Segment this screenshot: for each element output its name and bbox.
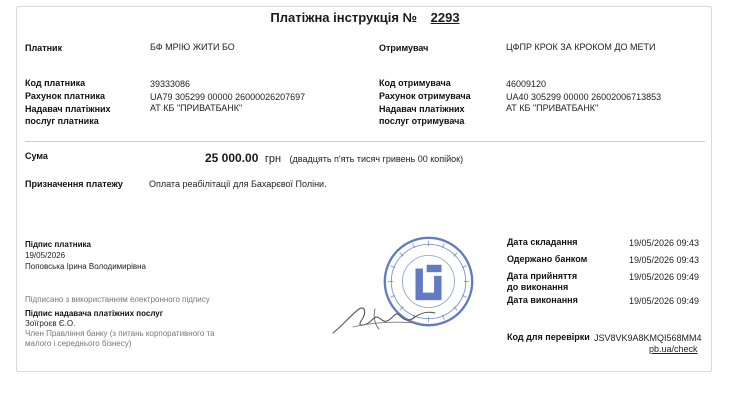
amount-value: 25 000.00 xyxy=(205,151,259,165)
provider-signer-name: Зоїгроєв Є.О. xyxy=(25,319,76,328)
recipient-account: UA40 305299 00000 26002006713853 xyxy=(506,92,662,102)
date-value-accepted: 19/05/2026 09:49 xyxy=(629,272,700,282)
purpose-text: Оплата реабілітації для Бахарєвої Поліни. xyxy=(149,179,327,189)
date-label-accepted-1: Дата прийняття xyxy=(507,271,578,281)
payer-code: 39333086 xyxy=(150,79,191,89)
payer-account: UA79 305299 00000 26000026207697 xyxy=(150,92,306,102)
amount-currency: грн xyxy=(264,153,282,165)
date-label-created: Дата складання xyxy=(507,237,578,247)
amount-label: Сума xyxy=(25,151,48,161)
payer-provider: АТ КБ "ПРИВАТБАНК" xyxy=(150,103,243,113)
provider-signature-label: Підпис надавача платіжних послуг xyxy=(25,309,164,318)
handwritten-signature-icon xyxy=(329,299,439,339)
date-label-executed: Дата виконання xyxy=(507,295,578,305)
provider-position-line-2: малого і середнього бізнесу) xyxy=(25,339,132,348)
payer-name: БФ МРІЮ ЖИТИ БО xyxy=(150,42,235,52)
purpose-label: Призначення платежу xyxy=(25,179,123,189)
payer-account-label: Рахунок платника xyxy=(25,91,105,101)
payment-instruction-card xyxy=(16,6,712,372)
recipient-name: ЦФПР КРОК ЗА КРОКОМ ДО МЕТИ xyxy=(506,42,656,52)
check-code-label: Код для перевірки xyxy=(507,332,590,342)
check-code: JSV8VK9A8KMQI568MM4 xyxy=(594,333,702,343)
recipient-account-label: Рахунок отримувача xyxy=(379,91,471,101)
payer-provider-label-1: Надавач платіжних xyxy=(25,104,111,114)
check-link[interactable]: pb.ua/check xyxy=(649,344,698,354)
payer-provider-label-2: послуг платника xyxy=(25,116,99,126)
date-label-accepted-2: до виконання xyxy=(507,282,569,292)
document-title xyxy=(17,10,713,25)
instruction-number: 2293 xyxy=(430,10,460,25)
payer-label: Платник xyxy=(25,43,63,53)
e-signature-note: Підписано з використанням електронного підпису xyxy=(25,295,210,304)
payer-signer-name: Поповська Ірина Володимирівна xyxy=(25,262,146,271)
recipient-code: 46009120 xyxy=(506,79,547,89)
payer-signature-label: Підпис платника xyxy=(25,240,91,249)
recipient-provider: АТ КБ "ПРИВАТБАНК" xyxy=(506,103,599,113)
title-text: Платіжна інструкція № xyxy=(270,10,418,25)
recipient-provider-label-2: послуг отримувача xyxy=(379,116,465,126)
recipient-label: Отримувач xyxy=(379,43,429,53)
recipient-provider-label-1: Надавач платіжних xyxy=(379,104,465,114)
date-value-executed: 19/05/2026 09:49 xyxy=(629,296,700,306)
date-value-received: 19/05/2026 09:43 xyxy=(629,255,700,265)
divider xyxy=(25,141,705,142)
date-label-received: Одержано банком xyxy=(507,254,588,264)
payer-code-label: Код платника xyxy=(25,78,86,88)
amount-row xyxy=(205,149,463,167)
recipient-code-label: Код отримувача xyxy=(379,78,451,88)
date-value-created: 19/05/2026 09:43 xyxy=(629,238,700,248)
provider-position-line-1: Член Правління банку (з питань корпоративного та xyxy=(25,329,215,338)
amount-in-words: (двадцять п'ять тисяч гривень 00 копійок) xyxy=(289,154,464,164)
payer-signature-date: 19/05/2026 xyxy=(25,251,66,260)
